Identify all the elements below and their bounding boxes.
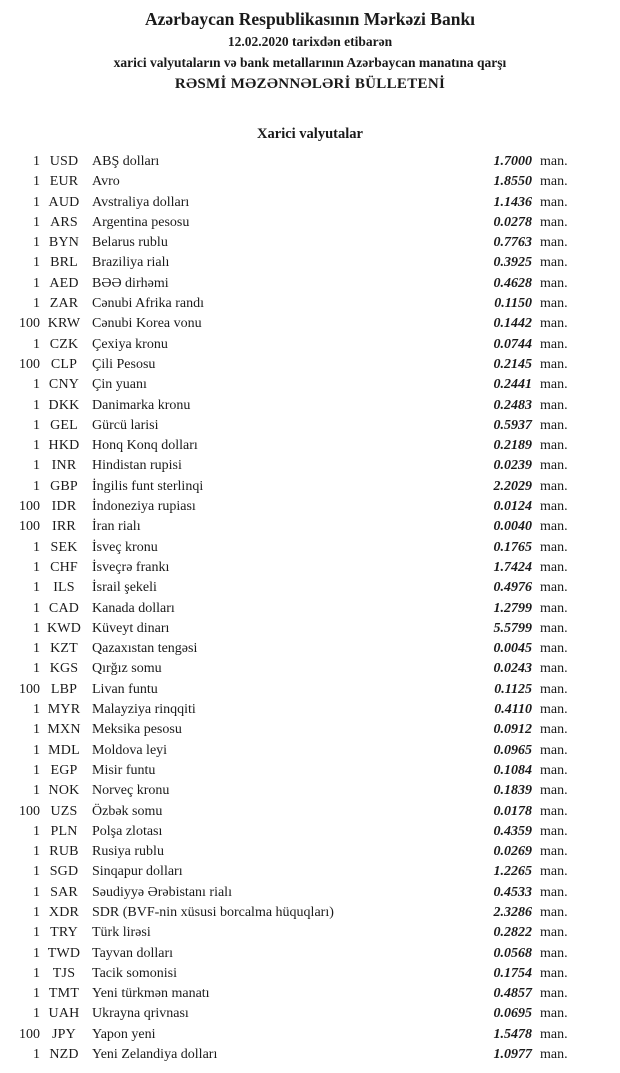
currency-unit: man. <box>540 154 568 169</box>
currency-row <box>6 274 576 294</box>
currency-name: İngilis funt sterlinqi <box>92 478 204 494</box>
currency-row <box>6 781 576 801</box>
currency-code: KZT <box>50 641 78 657</box>
currency-rate: 0.0243 <box>493 661 532 677</box>
currency-row <box>6 416 576 436</box>
currency-code: HKD <box>48 438 80 454</box>
currency-quantity: 1 <box>33 539 40 555</box>
currency-name: Yeni Zelandiya dolları <box>92 1047 218 1063</box>
currency-code: KGS <box>49 661 79 677</box>
currency-code: BRL <box>50 255 78 271</box>
currency-code: LBP <box>50 681 78 697</box>
currency-quantity: 1 <box>33 478 40 494</box>
currency-rate: 0.0695 <box>493 1006 532 1022</box>
currency-code: CZK <box>49 336 79 352</box>
currency-quantity: 1 <box>33 174 40 190</box>
currency-unit: man. <box>540 397 568 413</box>
currency-row <box>6 477 576 497</box>
currency-row <box>6 517 576 537</box>
currency-unit: man. <box>540 499 568 515</box>
currency-name: Çili Pesosu <box>92 356 156 372</box>
currency-code: GBP <box>50 478 78 494</box>
currency-row <box>6 233 576 253</box>
currency-unit: man. <box>540 600 568 616</box>
currency-rate: 0.0744 <box>493 336 532 352</box>
currency-rate: 0.0124 <box>493 499 532 515</box>
currency-name: Belarus rublu <box>92 235 168 251</box>
currency-unit: man. <box>540 296 568 312</box>
currency-quantity: 1 <box>33 235 40 251</box>
currency-quantity: 1 <box>33 336 40 352</box>
currency-quantity: 1 <box>33 1047 40 1063</box>
currency-rate: 0.0178 <box>493 803 532 819</box>
currency-rate: 0.7763 <box>493 235 532 251</box>
currency-rate: 0.4533 <box>493 884 532 900</box>
currency-rate: 0.1754 <box>493 965 532 981</box>
currency-name: Moldova leyi <box>92 742 168 758</box>
currency-row <box>6 436 576 456</box>
currency-unit: man. <box>540 844 568 860</box>
currency-code: TJS <box>52 965 76 981</box>
currency-rate: 1.1436 <box>493 194 532 210</box>
currency-unit: man. <box>540 702 568 718</box>
currency-name: Misir funtu <box>92 762 156 778</box>
currency-name: BƏƏ dirhəmi <box>92 275 169 291</box>
currency-row <box>6 680 576 700</box>
currency-name: İndoneziya rupiası <box>92 499 196 515</box>
currency-quantity: 1 <box>33 580 40 596</box>
currency-code: NZD <box>49 1047 79 1063</box>
currency-code: BYN <box>48 235 80 251</box>
currency-unit: man. <box>540 275 568 291</box>
currency-row <box>6 903 576 923</box>
currency-unit: man. <box>540 661 568 677</box>
currency-name: Çexiya kronu <box>92 336 168 352</box>
currency-rate: 0.2189 <box>493 438 532 454</box>
currency-code: MXN <box>47 722 81 738</box>
currency-rate: 0.1442 <box>493 316 532 332</box>
currency-name: Meksika pesosu <box>92 722 182 738</box>
currency-code: PLN <box>50 823 78 839</box>
currency-code: IDR <box>51 499 77 515</box>
currency-name: İsrail şekeli <box>92 580 157 596</box>
currency-row <box>6 862 576 882</box>
currency-code: AED <box>49 275 79 291</box>
currency-code: MYR <box>47 702 81 718</box>
currency-rate: 1.7424 <box>493 559 532 575</box>
currency-rate: 0.0278 <box>493 214 532 230</box>
currency-quantity: 100 <box>19 519 40 535</box>
currency-quantity: 1 <box>33 397 40 413</box>
currency-unit: man. <box>540 965 568 981</box>
currency-row <box>6 193 576 213</box>
currency-row <box>6 761 576 781</box>
currency-code: ARS <box>50 214 78 230</box>
currency-row <box>6 253 576 273</box>
currency-row <box>6 294 576 314</box>
currency-name: Küveyt dinarı <box>92 620 170 636</box>
currency-name: İran rialı <box>92 519 141 535</box>
currency-name: İsveçrə frankı <box>92 559 170 575</box>
currency-row <box>6 314 576 334</box>
currency-code: CNY <box>48 377 80 393</box>
currency-row <box>6 355 576 375</box>
currency-row <box>6 984 576 1004</box>
currency-code: TMT <box>48 986 80 1002</box>
currency-quantity: 1 <box>33 864 40 880</box>
currency-rate: 0.2822 <box>493 925 532 941</box>
currency-quantity: 1 <box>33 417 40 433</box>
currency-unit: man. <box>540 356 568 372</box>
currency-name: Hindistan rupisi <box>92 458 182 474</box>
currency-code: DKK <box>48 397 80 413</box>
currency-quantity: 1 <box>33 986 40 1002</box>
currency-unit: man. <box>540 559 568 575</box>
currency-unit: man. <box>540 803 568 819</box>
currency-quantity: 1 <box>33 1006 40 1022</box>
currency-quantity: 1 <box>33 661 40 677</box>
currency-name: Özbək somu <box>92 803 163 819</box>
currency-rate: 0.4976 <box>493 580 532 596</box>
currency-row <box>6 396 576 416</box>
currency-row <box>6 923 576 943</box>
currency-unit: man. <box>540 478 568 494</box>
currency-name: Rusiya rublu <box>92 844 164 860</box>
currency-name: Livan funtu <box>92 681 158 697</box>
currency-code: CHF <box>50 559 78 575</box>
currency-code: IRR <box>52 519 76 535</box>
currency-rate: 0.1839 <box>493 783 532 799</box>
currency-unit: man. <box>540 641 568 657</box>
currency-quantity: 1 <box>33 559 40 575</box>
currency-unit: man. <box>540 823 568 839</box>
currency-unit: man. <box>540 377 568 393</box>
currency-quantity: 1 <box>33 600 40 616</box>
currency-row <box>6 944 576 964</box>
currency-quantity: 1 <box>33 438 40 454</box>
currency-unit: man. <box>540 884 568 900</box>
currency-code: GEL <box>50 417 78 433</box>
currency-row <box>6 700 576 720</box>
page-title: Azərbaycan Respublikasının Mərkəzi Bankı <box>144 9 476 29</box>
currency-quantity: 100 <box>19 803 40 819</box>
currency-rate: 0.0040 <box>493 519 532 535</box>
currency-code: USD <box>49 154 79 169</box>
currency-rate: 0.2441 <box>493 377 532 393</box>
currency-rate: 1.2265 <box>493 864 532 880</box>
currency-rate: 1.0977 <box>493 1047 532 1063</box>
currency-row <box>6 659 576 679</box>
currency-code: KWD <box>46 620 82 636</box>
currency-name: Yapon yeni <box>92 1026 156 1042</box>
currency-code: ZAR <box>49 296 79 312</box>
currency-row <box>6 822 576 842</box>
currency-quantity: 100 <box>19 1026 40 1042</box>
currency-code: INR <box>51 458 77 474</box>
currency-row <box>6 1004 576 1024</box>
currency-unit: man. <box>540 194 568 210</box>
currency-name: Tayvan dolları <box>92 945 174 961</box>
currency-code: KRW <box>47 316 81 332</box>
currency-unit: man. <box>540 722 568 738</box>
currency-unit: man. <box>540 316 568 332</box>
currency-rate: 0.0269 <box>493 844 532 860</box>
currency-row <box>6 213 576 233</box>
currency-code: SEK <box>50 539 78 555</box>
currency-unit: man. <box>540 539 568 555</box>
currency-rate: 0.4628 <box>493 275 532 291</box>
currency-unit: man. <box>540 336 568 352</box>
currency-rate: 1.7000 <box>493 154 532 169</box>
currency-rate: 0.1084 <box>493 762 532 778</box>
currency-quantity: 1 <box>33 377 40 393</box>
currency-name: SDR (BVF-nin xüsusi borcalma hüquqları) <box>92 904 334 920</box>
currency-name: Gürcü larisi <box>92 417 159 433</box>
currency-quantity: 1 <box>33 620 40 636</box>
currency-code: XDR <box>48 904 80 920</box>
currency-row <box>6 883 576 903</box>
currency-quantity: 1 <box>33 884 40 900</box>
currency-quantity: 1 <box>33 722 40 738</box>
currency-code: SAR <box>50 884 78 900</box>
currency-name: İsveç kronu <box>92 539 158 555</box>
currency-unit: man. <box>540 255 568 271</box>
currency-name: Kanada dolları <box>92 600 175 616</box>
currency-name: Cənubi Korea vonu <box>92 316 202 332</box>
currency-name: Qazaxıstan tengəsi <box>92 641 198 657</box>
currency-quantity: 1 <box>33 702 40 718</box>
currency-quantity: 100 <box>19 499 40 515</box>
currency-name: ABŞ dolları <box>92 154 160 169</box>
section-title-foreign-currencies: Xarici valyutalar <box>257 126 363 142</box>
currency-unit: man. <box>540 742 568 758</box>
currency-name: Malayziya rinqqiti <box>92 702 196 718</box>
currency-unit: man. <box>540 580 568 596</box>
currency-name: Danimarka kronu <box>92 397 191 413</box>
currency-quantity: 1 <box>33 762 40 778</box>
currency-name: Norveç kronu <box>92 783 170 799</box>
currency-name: Yeni türkmən manatı <box>92 986 210 1002</box>
currency-row <box>6 558 576 578</box>
currency-quantity: 1 <box>33 214 40 230</box>
currency-unit: man. <box>540 620 568 636</box>
currency-code: UAH <box>48 1006 80 1022</box>
bulletin-title: RƏSMİ MƏZƏNNƏLƏRİ BÜLLETENİ <box>174 76 446 92</box>
currency-name: Argentina pesosu <box>92 214 190 230</box>
currency-rate: 0.4110 <box>494 702 532 718</box>
currency-rate: 1.2799 <box>493 600 532 616</box>
currency-row <box>6 335 576 355</box>
currency-row <box>6 456 576 476</box>
currency-unit: man. <box>540 925 568 941</box>
currency-unit: man. <box>540 458 568 474</box>
currency-code: JPY <box>52 1026 76 1042</box>
rates-table <box>0 152 620 1065</box>
currency-unit: man. <box>540 174 568 190</box>
currency-rate: 0.0568 <box>493 945 532 961</box>
currency-name: Cənubi Afrika randı <box>92 296 204 312</box>
currency-rate: 0.4857 <box>493 986 532 1002</box>
currency-rate: 0.4359 <box>493 823 532 839</box>
effective-date: 12.02.2020 tarixdən etibarən <box>227 34 393 49</box>
currency-row <box>6 741 576 761</box>
currency-quantity: 1 <box>33 965 40 981</box>
currency-unit: man. <box>540 904 568 920</box>
currency-row <box>6 172 576 192</box>
currency-unit: man. <box>540 986 568 1002</box>
currency-unit: man. <box>540 945 568 961</box>
currency-unit: man. <box>540 519 568 535</box>
currency-unit: man. <box>540 235 568 251</box>
currency-quantity: 100 <box>19 681 40 697</box>
currency-name: Tacik somonisi <box>92 965 177 981</box>
currency-quantity: 100 <box>19 316 40 332</box>
currency-rate: 0.1150 <box>494 296 532 312</box>
currency-quantity: 1 <box>33 154 40 169</box>
currency-unit: man. <box>540 1026 568 1042</box>
currency-unit: man. <box>540 681 568 697</box>
currency-name: Avstraliya dolları <box>92 194 190 210</box>
currency-row <box>6 720 576 740</box>
currency-quantity: 1 <box>33 783 40 799</box>
currency-rate: 0.0045 <box>493 641 532 657</box>
currency-rate: 2.3286 <box>493 904 532 920</box>
currency-unit: man. <box>540 864 568 880</box>
currency-name: Polşa zlotası <box>92 823 163 839</box>
currency-row <box>6 497 576 517</box>
currency-unit: man. <box>540 214 568 230</box>
currency-rate: 0.5937 <box>493 417 532 433</box>
currency-rate: 0.3925 <box>493 255 532 271</box>
currency-rate: 1.5478 <box>493 1026 532 1042</box>
currency-row <box>6 375 576 395</box>
currency-unit: man. <box>540 1047 568 1063</box>
currency-name: Türk lirəsi <box>92 925 151 941</box>
currency-rate: 0.2483 <box>493 397 532 413</box>
currency-quantity: 1 <box>33 255 40 271</box>
currency-quantity: 1 <box>33 945 40 961</box>
currency-quantity: 1 <box>33 458 40 474</box>
currency-row <box>6 964 576 984</box>
currency-code: EGP <box>50 762 78 778</box>
currency-code: MDL <box>48 742 80 758</box>
currency-code: TRY <box>50 925 78 941</box>
currency-row <box>6 619 576 639</box>
currency-code: CAD <box>48 600 80 616</box>
currency-name: Honq Konq dolları <box>92 438 198 454</box>
currency-code: TWD <box>47 945 81 961</box>
currency-rate: 5.5799 <box>493 620 532 636</box>
currency-row <box>6 538 576 558</box>
currency-code: EUR <box>49 174 79 190</box>
currency-rate: 0.1765 <box>493 539 532 555</box>
currency-name: Avro <box>92 174 120 190</box>
currency-code: AUD <box>48 194 80 210</box>
currency-row <box>6 842 576 862</box>
currency-quantity: 1 <box>33 296 40 312</box>
currency-row <box>6 599 576 619</box>
currency-quantity: 1 <box>33 641 40 657</box>
bulletin-header <box>0 0 620 96</box>
currency-row <box>6 1045 576 1065</box>
currency-name: Braziliya rialı <box>92 255 170 271</box>
currency-rate: 1.8550 <box>493 174 532 190</box>
bulletin-subtitle: xarici valyutaların və bank metallarının Azərbaycan manatına qarşı <box>113 55 507 70</box>
currency-rate: 0.0912 <box>493 722 532 738</box>
currency-unit: man. <box>540 438 568 454</box>
currency-rate: 2.2029 <box>493 478 532 494</box>
currency-quantity: 1 <box>33 742 40 758</box>
currency-rate: 0.0965 <box>493 742 532 758</box>
currency-rate: 0.2145 <box>493 356 532 372</box>
currency-name: Sinqapur dolları <box>92 864 183 880</box>
currency-unit: man. <box>540 417 568 433</box>
currency-code: NOK <box>48 783 80 799</box>
currency-quantity: 1 <box>33 275 40 291</box>
currency-row <box>6 802 576 822</box>
currency-quantity: 1 <box>33 844 40 860</box>
currency-code: ILS <box>53 580 75 596</box>
currency-unit: man. <box>540 783 568 799</box>
currency-code: CLP <box>50 356 78 372</box>
currency-unit: man. <box>540 762 568 778</box>
currency-code: RUB <box>49 844 79 860</box>
currency-name: Ukrayna qrivnası <box>92 1006 189 1022</box>
currency-quantity: 1 <box>33 194 40 210</box>
currency-code: SGD <box>49 864 79 880</box>
currency-row <box>6 578 576 598</box>
currency-quantity: 1 <box>33 823 40 839</box>
currency-rate: 0.0239 <box>493 458 532 474</box>
currency-quantity: 100 <box>19 356 40 372</box>
currency-row <box>6 1025 576 1045</box>
currency-name: Çin yuanı <box>92 377 147 393</box>
currency-code: UZS <box>50 803 78 819</box>
currency-row <box>6 639 576 659</box>
currency-row <box>6 152 576 172</box>
currency-quantity: 1 <box>33 925 40 941</box>
currency-unit: man. <box>540 1006 568 1022</box>
currency-name: Səudiyyə Ərəbistanı rialı <box>92 884 232 900</box>
currency-rate: 0.1125 <box>494 681 532 697</box>
currency-name: Qırğız somu <box>92 661 162 677</box>
currency-quantity: 1 <box>33 904 40 920</box>
